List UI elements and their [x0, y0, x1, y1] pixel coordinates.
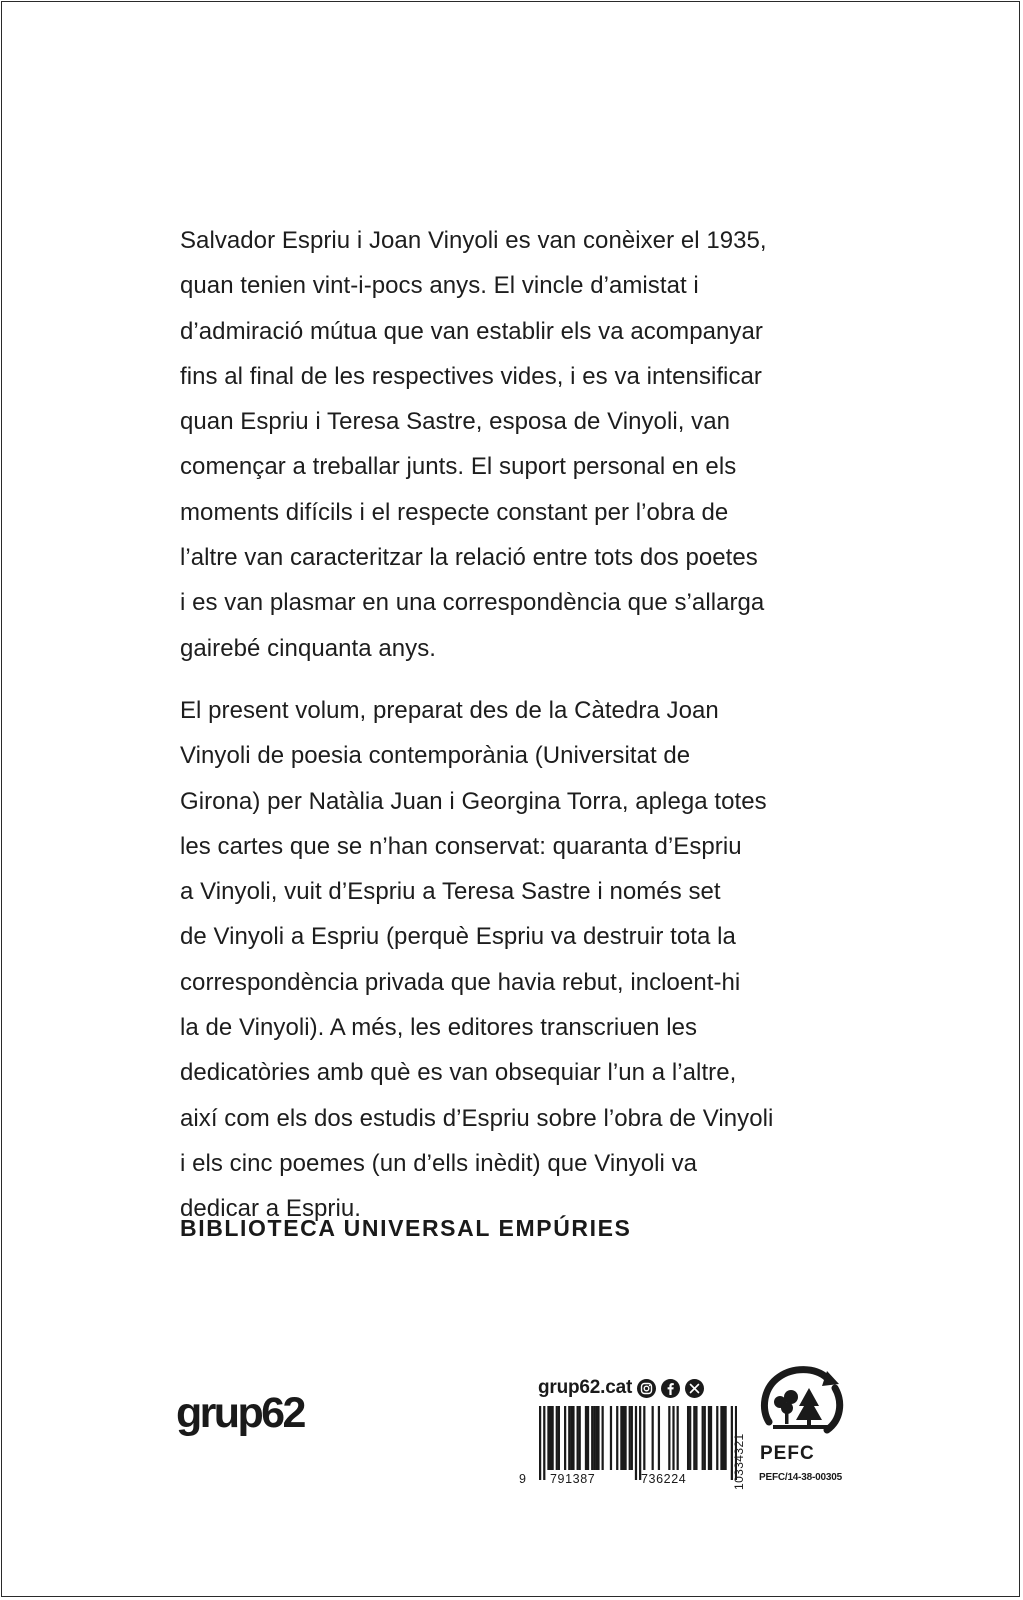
barcode-bar: [710, 1406, 712, 1470]
barcode-bar: [595, 1406, 597, 1470]
barcode-bar: [624, 1406, 626, 1470]
barcode-bar: [622, 1406, 624, 1470]
blurb-line: correspondència privada que havia rebut, incloent-hi: [180, 968, 741, 996]
publisher-web-row: [538, 1375, 704, 1401]
barcode-bar: [704, 1406, 706, 1470]
barcode-bar: [558, 1406, 560, 1470]
barcode-bar: [587, 1406, 589, 1470]
blurb: [180, 218, 860, 1232]
publisher-website[interactable]: grup62.cat: [538, 1377, 633, 1398]
barcode-bar: [689, 1406, 691, 1470]
barcode-bar: [547, 1406, 549, 1470]
barcode-digit-group-left: 791387: [550, 1472, 596, 1486]
barcode-bar: [658, 1406, 660, 1470]
blurb-line: Vinyoli de poesia contemporània (Universitat de: [180, 742, 691, 770]
barcode-bar: [570, 1406, 572, 1470]
barcode-bar: [539, 1406, 541, 1480]
barcode-bar: [585, 1406, 587, 1470]
blurb-paragraph-1: [180, 218, 860, 671]
barcode-bar: [702, 1406, 704, 1470]
barcode-bar: [556, 1406, 558, 1470]
blurb-line: així com els dos estudis d’Espriu sobre l’obra de Vinyoli: [180, 1104, 774, 1132]
blurb-line: i els cinc poemes (un d’ells inèdit) que Vinyoli va: [180, 1149, 698, 1177]
blurb-line: Girona) per Natàlia Juan i Georgina Torra, aplega totes: [180, 787, 767, 815]
x-icon[interactable]: [685, 1379, 704, 1398]
barcode-bar: [616, 1406, 618, 1470]
barcode-bar: [695, 1406, 697, 1470]
barcode-bar: [620, 1406, 622, 1470]
blurb-line: la de Vinyoli). A més, les editores transcriuen les: [180, 1014, 698, 1042]
barcode-bar: [564, 1406, 566, 1470]
isbn-barcode: [519, 1406, 737, 1488]
barcode-bar: [652, 1406, 654, 1470]
barcode-bar: [687, 1406, 689, 1470]
publisher-logo: grup62: [176, 1389, 304, 1437]
barcode-bar: [635, 1406, 637, 1480]
barcode-bar: [677, 1406, 679, 1470]
barcode-bar: [639, 1406, 641, 1480]
barcode-bar: [549, 1406, 551, 1470]
blurb-line: fins al final de les respectives vides, i es va intensificar: [180, 362, 762, 390]
barcode-bar: [552, 1406, 554, 1470]
blurb-line: començar a treballar junts. El suport personal en els: [180, 453, 737, 481]
blurb-line: dedicatòries amb què es van obsequiar l’un a l’altre,: [180, 1059, 737, 1087]
blurb-line: a Vinyoli, vuit d’Espriu a Teresa Sastre i només set: [180, 878, 721, 906]
barcode-digit-group-right: 736224: [641, 1472, 687, 1486]
barcode-bar: [716, 1406, 718, 1470]
blurb-line: quan tenien vint-i-pocs anys. El vincle d’amistat i: [180, 272, 699, 300]
barcode-bar: [543, 1406, 545, 1480]
blurb-paragraph-2: [180, 688, 860, 1232]
barcode-bar: [577, 1406, 579, 1470]
barcode-bar: [629, 1406, 631, 1470]
barcode-bar: [720, 1406, 722, 1470]
blurb-line: quan Espriu i Teresa Sastre, esposa de Vinyoli, van: [180, 408, 730, 436]
barcode-bar: [579, 1406, 581, 1470]
blurb-line: les cartes que se n’han conservat: quaranta d’Espriu: [180, 832, 742, 860]
barcode-bar: [568, 1406, 570, 1470]
instagram-icon[interactable]: [637, 1379, 656, 1398]
barcode-bar: [591, 1406, 593, 1470]
pefc-logo-icon: [757, 1364, 847, 1442]
pefc-label: PEFC: [760, 1443, 815, 1464]
blurb-line: i es van plasmar en una correspondència que s’allarga: [180, 589, 765, 617]
blurb-line: l’altre van caracteritzar la relació entre tots dos poetes: [180, 544, 758, 572]
blurb-line: gairebé cinquanta anys.: [180, 634, 436, 662]
blurb-line: d’admiració mútua que van establir els va acompanyar: [180, 317, 763, 345]
barcode-bar: [597, 1406, 599, 1470]
barcode-digit-prefix: 9: [519, 1472, 527, 1486]
barcode-bar: [643, 1406, 645, 1470]
barcode-bar: [672, 1406, 674, 1470]
blurb-line: moments difícils i el respecte constant per l’obra de: [180, 498, 729, 526]
blurb-line: de Vinyoli a Espriu (perquè Espriu va destruir tota la: [180, 923, 736, 951]
blurb-line: dedicar a Espriu.: [180, 1195, 361, 1223]
blurb-line: El present volum, preparat des de la Càtedra Joan: [180, 696, 719, 724]
barcode-side-code: 10334321: [732, 1433, 746, 1490]
barcode-bar: [708, 1406, 710, 1470]
barcode-bar: [722, 1406, 724, 1470]
barcode-bar: [668, 1406, 670, 1470]
blurb-line: Salvador Espriu i Joan Vinyoli es van conèixer el 1935,: [180, 227, 767, 254]
barcode-bar: [602, 1406, 604, 1470]
pefc-code: PEFC/14-38-00305: [759, 1472, 842, 1483]
barcode-bar: [610, 1406, 612, 1470]
facebook-icon[interactable]: [661, 1379, 680, 1398]
collection-name: BIBLIOTECA UNIVERSAL EMPÚRIES: [180, 1215, 632, 1241]
barcode-bar: [631, 1406, 633, 1470]
barcode-bar: [724, 1406, 726, 1470]
barcode-bar: [572, 1406, 574, 1470]
barcode-bar: [693, 1406, 695, 1470]
barcode-bars: [539, 1406, 737, 1482]
barcode-bar: [593, 1406, 595, 1470]
